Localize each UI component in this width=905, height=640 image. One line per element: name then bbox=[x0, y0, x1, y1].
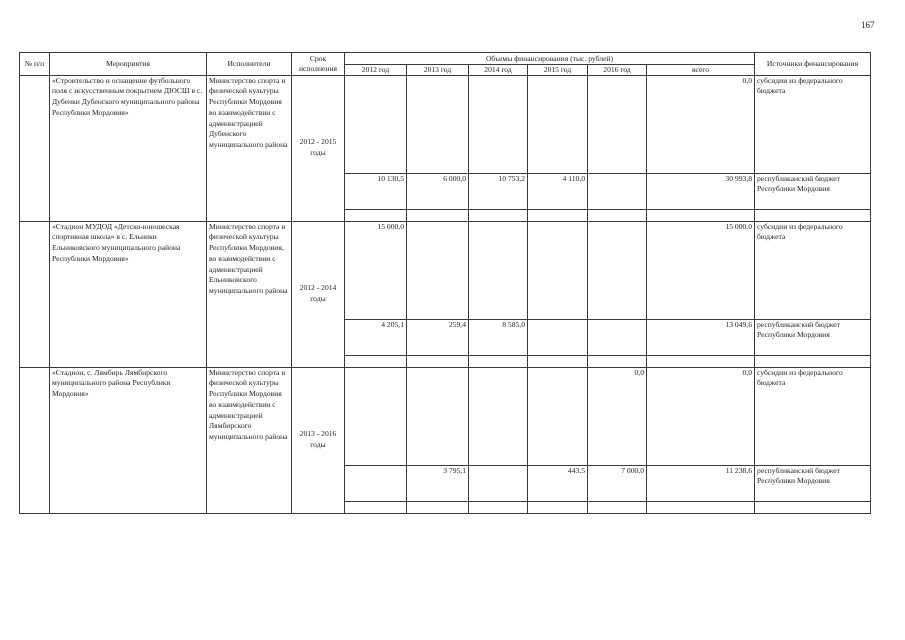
value-cell bbox=[469, 75, 528, 173]
header-funding: Объемы финансирования (тыс. рублей) bbox=[345, 53, 755, 65]
activity-cell: «Строительство и оснащение футбольного поля с искусственным покрытием ДЮСШ в с. Дубенки Дубенского муниципального района Республики Мордовия» bbox=[50, 75, 207, 221]
header-year: 2014 год bbox=[469, 65, 528, 76]
value-cell: 8 585,0 bbox=[469, 319, 528, 355]
source-cell: республиканский бюджет Республики Мордовия bbox=[755, 173, 871, 209]
value-cell bbox=[407, 75, 469, 173]
source-cell: республиканский бюджет Республики Мордовия bbox=[755, 319, 871, 355]
total-cell: 15 000,0 bbox=[647, 221, 755, 319]
value-cell: 6 000,0 bbox=[407, 173, 469, 209]
term-cell: 2012 - 2014 годы bbox=[292, 221, 345, 367]
source-cell: субсидии из федерального бюджета bbox=[755, 221, 871, 319]
activity-cell: «Стадион, с. Лямбирь Лямбирского муниципального района Республики Мордовия» bbox=[50, 367, 207, 513]
header-activity: Мероприятия bbox=[50, 53, 207, 76]
header-term: Срок исполнения bbox=[292, 53, 345, 76]
funding-table bbox=[19, 52, 871, 514]
header-sources: Источники финансирования bbox=[755, 53, 871, 76]
value-cell: 7 000,0 bbox=[588, 465, 647, 501]
header-year: 2013 год bbox=[407, 65, 469, 76]
row-num bbox=[20, 367, 50, 513]
source-cell: республиканский бюджет Республики Мордовия bbox=[755, 465, 871, 501]
value-cell: 10 753,2 bbox=[469, 173, 528, 209]
source-cell: субсидии из федерального бюджета bbox=[755, 75, 871, 173]
value-cell bbox=[588, 75, 647, 173]
value-cell: 3 795,1 bbox=[407, 465, 469, 501]
total-cell: 11 238,6 bbox=[647, 465, 755, 501]
total-cell: 13 049,6 bbox=[647, 319, 755, 355]
header-year: 2016 год bbox=[588, 65, 647, 76]
activity-cell: «Стадион МУДОД «Детско-юношеская спортивная школа» в с. Ельники Ельниковского муниципального района Республики Мордовия» bbox=[50, 221, 207, 367]
header-num: № п/п bbox=[20, 53, 50, 76]
table-row bbox=[20, 75, 871, 173]
total-cell: 0,0 bbox=[647, 367, 755, 465]
value-cell: 259,4 bbox=[407, 319, 469, 355]
term-cell: 2013 - 2016 годы bbox=[292, 367, 345, 513]
value-cell: 15 000,0 bbox=[345, 221, 407, 319]
page-number: 167 bbox=[861, 20, 875, 30]
header-year: 2015 год bbox=[528, 65, 588, 76]
value-cell: 4 205,1 bbox=[345, 319, 407, 355]
value-cell bbox=[469, 465, 528, 501]
total-cell: 30 993,8 bbox=[647, 173, 755, 209]
source-cell: субсидии из федерального бюджета bbox=[755, 367, 871, 465]
value-cell bbox=[528, 319, 588, 355]
value-cell bbox=[469, 367, 528, 465]
row-num bbox=[20, 75, 50, 221]
value-cell bbox=[345, 75, 407, 173]
header-year: 2012 год bbox=[345, 65, 407, 76]
value-cell bbox=[588, 173, 647, 209]
executors-cell: Министерство спорта и физической культуры Республики Мордовия во взаимодействии с администрацией Дубенского муниципального района bbox=[207, 75, 292, 221]
value-cell: 4 110,0 bbox=[528, 173, 588, 209]
header-executors: Исполнители bbox=[207, 53, 292, 76]
executors-cell: Министерство спорта и физической культуры Республики Мордовия во взаимодействии с администрацией Лямбирского муниципального района bbox=[207, 367, 292, 513]
value-cell bbox=[407, 221, 469, 319]
executors-cell: Министерство спорта и физической культуры Республики Мордовия, во взаимодействии с администрацией Ельниковского муниципального района bbox=[207, 221, 292, 367]
value-cell bbox=[345, 465, 407, 501]
value-cell bbox=[588, 221, 647, 319]
value-cell: 10 130,5 bbox=[345, 173, 407, 209]
value-cell: 443,5 bbox=[528, 465, 588, 501]
value-cell bbox=[407, 367, 469, 465]
value-cell bbox=[528, 221, 588, 319]
row-num bbox=[20, 221, 50, 367]
value-cell bbox=[469, 221, 528, 319]
total-cell: 0,0 bbox=[647, 75, 755, 173]
header-row bbox=[20, 53, 871, 65]
value-cell bbox=[588, 319, 647, 355]
value-cell bbox=[345, 367, 407, 465]
term-cell: 2012 - 2015 годы bbox=[292, 75, 345, 221]
table-row bbox=[20, 367, 871, 465]
value-cell bbox=[528, 75, 588, 173]
value-cell: 0,0 bbox=[588, 367, 647, 465]
table-row bbox=[20, 221, 871, 319]
value-cell bbox=[528, 367, 588, 465]
header-total: всего bbox=[647, 65, 755, 76]
